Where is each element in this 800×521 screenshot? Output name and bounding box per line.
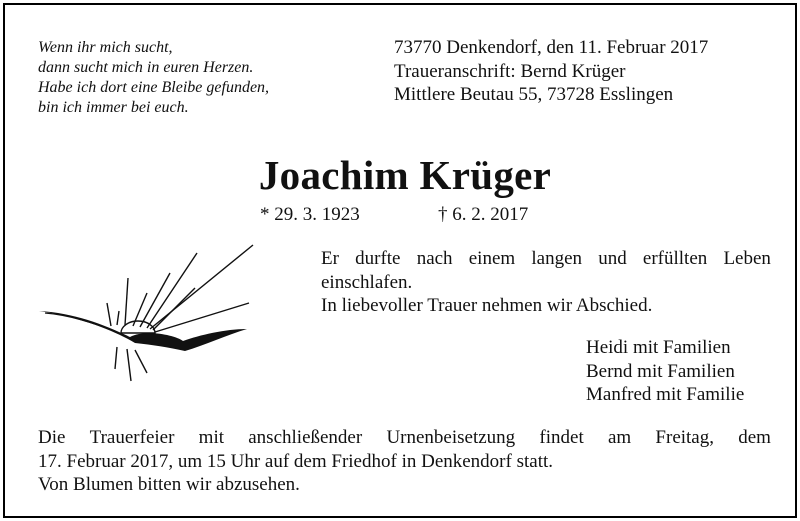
mourning-contact: Traueranschrift: Bernd Krüger [394,60,626,82]
ceremony-word: anschließender [248,427,363,448]
ceremony-word: Trauerfeier [89,427,175,448]
message-word: langen [531,248,583,269]
message-word: Er [321,248,339,269]
ceremony-word: mit [198,427,225,448]
poem-line: Wenn ihr mich sucht, [38,39,173,56]
message-word: und [598,248,627,269]
place-date: 73770 Denkendorf, den 11. Februar 2017 [394,37,709,58]
mourner: Bernd mit Familien [586,360,735,382]
ceremony-word: am [607,427,632,448]
poem-line: Habe ich dort eine Bleibe gefunden, [38,79,270,96]
message-word: nach [416,248,453,269]
mourning-address [394,36,708,107]
mourner: Heidi mit Familien [586,337,731,358]
obituary-card [3,3,797,518]
ceremony-word: Die [38,427,66,448]
mourners-list [586,336,744,407]
poem-line: dann sucht mich in euren Herzen. [38,59,254,76]
message-line [321,247,771,271]
poem [38,38,269,118]
street-address: Mittlere Beutau 55, 73728 Esslingen [394,84,674,105]
death-date: † 6. 2. 2017 [438,204,529,225]
message-word: einem [468,248,516,269]
deceased-name: Joachim Krüger [258,152,552,198]
farewell-message [321,247,771,318]
ceremony-line [38,426,771,450]
poem-line: bin ich immer bei euch. [38,99,189,116]
message-line: In liebevoller Trauer nehmen wir Abschied. [321,295,653,316]
ceremony-word: findet [539,427,584,448]
message-word: erfüllten [642,248,708,269]
message-word: durfte [355,248,401,269]
ceremony-word: Urnenbeisetzung [386,427,516,448]
sunset-bird-icon [35,233,255,383]
mourner: Manfred mit Familie [586,384,745,405]
ceremony-line: Von Blumen bitten wir abzusehen. [38,474,300,495]
ceremony-line: 17. Februar 2017, um 15 Uhr auf dem Friedhof in Denkendorf statt. [38,450,554,472]
ceremony-notice [38,426,771,497]
birth-date: * 29. 3. 1923 [260,204,360,225]
message-line: einschlafen. [321,271,413,293]
message-word: Leben [723,248,771,269]
ceremony-word: Freitag, [655,427,714,448]
ceremony-word: dem [738,427,771,448]
